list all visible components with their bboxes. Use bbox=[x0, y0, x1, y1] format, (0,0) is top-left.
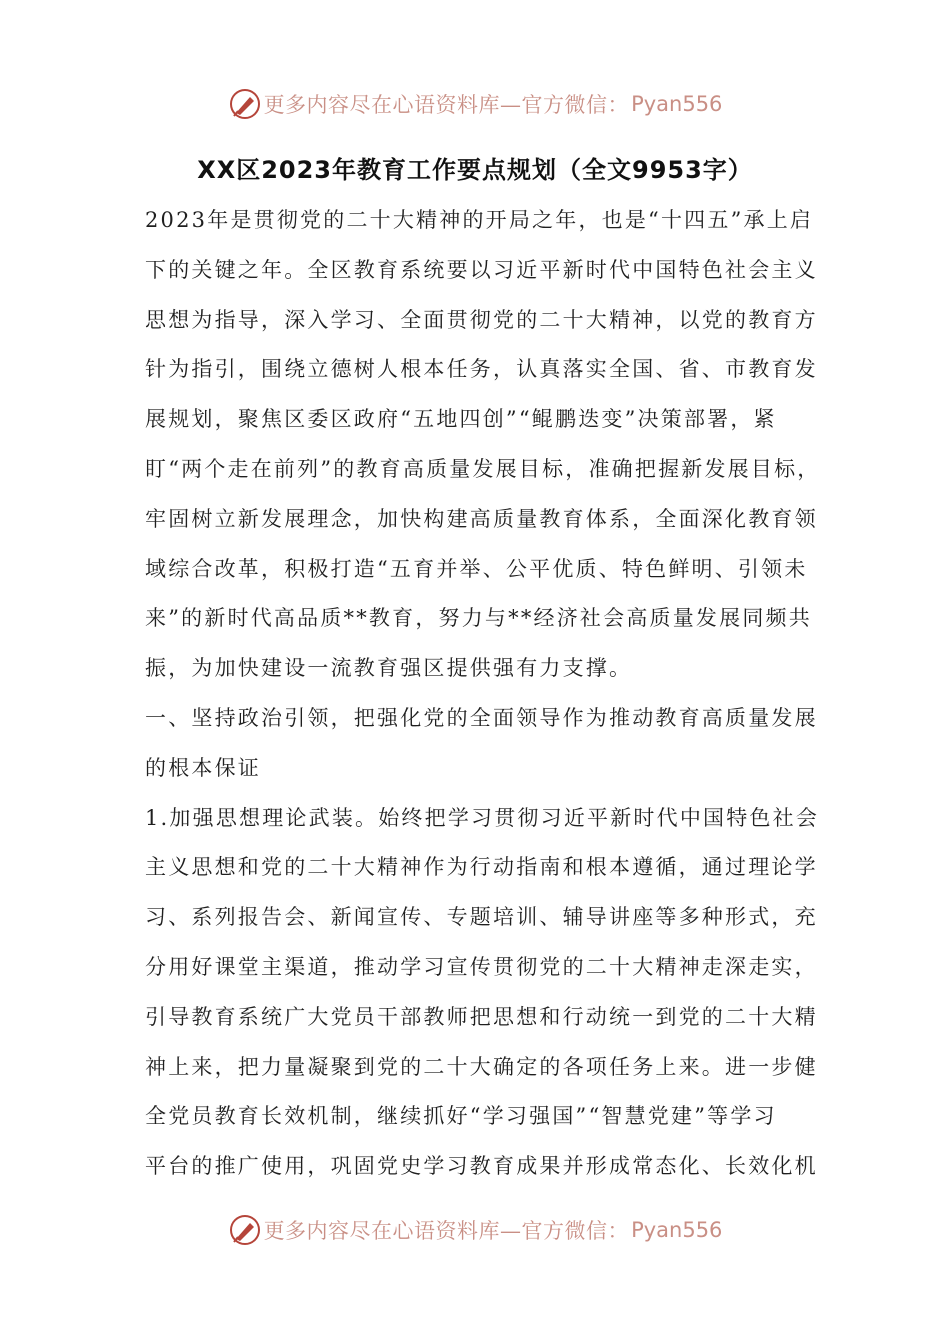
paragraph-line: 主义思想和党的二十大精神作为行动指南和根本遵循，通过理论学 bbox=[145, 855, 818, 880]
paragraph-line: 引导教育系统广大党员干部教师把思想和行动统一到党的二十大精 bbox=[145, 1004, 818, 1029]
header-banner bbox=[0, 84, 950, 124]
banner-wechat-id: Pyan556 bbox=[631, 1218, 723, 1242]
pen-nib-logo-icon bbox=[228, 1213, 262, 1247]
paragraph-line: 思想为指导，深入学习、全面贯彻党的二十大精神，以党的教育方 bbox=[145, 307, 818, 332]
paragraph-line: 平台的推广使用，巩固党史学习教育成果并形成常态化、长效化机 bbox=[145, 1154, 818, 1179]
document-body bbox=[145, 196, 821, 1192]
pen-nib-logo-icon bbox=[228, 87, 262, 121]
paragraph-line: 盯“两个走在前列”的教育高质量发展目标，准确把握新发展目标， bbox=[145, 456, 821, 481]
paragraph-line: 分用好课堂主渠道，推动学习宣传贯彻党的二十大精神走深走实， bbox=[145, 954, 818, 979]
document-title: XX区2023年教育工作要点规划（全文9953字） bbox=[197, 156, 753, 184]
paragraph-line: 习、系列报告会、新闻宣传、专题培训、辅导讲座等多种形式，充 bbox=[145, 905, 818, 930]
paragraph-line: 2023年是贯彻党的二十大精神的开局之年，也是“十四五”承上启 bbox=[145, 208, 814, 232]
paragraph-line: 全党员教育长效机制，继续抓好“学习强国”“智慧党建”等学习 bbox=[145, 1104, 777, 1129]
paragraph-line: 下的关键之年。全区教育系统要以习近平新时代中国特色社会主义 bbox=[145, 257, 818, 282]
paragraph-line: 振，为加快建设一流教育强区提供强有力支撑。 bbox=[145, 656, 633, 681]
section-heading-line: 一、坚持政治引领，把强化党的全面领导作为推动教育高质量发展 bbox=[145, 705, 818, 730]
section-heading-line: 的根本保证 bbox=[145, 755, 261, 780]
paragraph-line: 1.加强思想理论武装。始终把学习贯彻习近平新时代中国特色社会 bbox=[145, 805, 820, 830]
paragraph-line: 神上来，把力量凝聚到党的二十大确定的各项任务上来。进一步健 bbox=[145, 1054, 818, 1079]
paragraph-line: 来”的新时代高品质**教育，努力与**经济社会高质量发展同频共 bbox=[145, 606, 812, 631]
footer-banner bbox=[0, 1210, 950, 1250]
banner-wechat-id: Pyan556 bbox=[631, 92, 723, 116]
paragraph-line: 牢固树立新发展理念，加快构建高质量教育体系，全面深化教育领 bbox=[145, 506, 818, 531]
banner-text: 更多内容尽在心语资料库—官方微信： bbox=[263, 93, 630, 117]
paragraph-line: 域综合改革，积极打造“五育并举、公平优质、特色鲜明、引领未 bbox=[145, 556, 808, 581]
banner-text: 更多内容尽在心语资料库—官方微信： bbox=[263, 1219, 630, 1243]
paragraph-line: 针为指引，围绕立德树人根本任务，认真落实全国、省、市教育发 bbox=[145, 357, 818, 382]
paragraph-line: 展规划，聚焦区委区政府“五地四创”“鲲鹏迭变”决策部署，紧 bbox=[145, 407, 777, 432]
